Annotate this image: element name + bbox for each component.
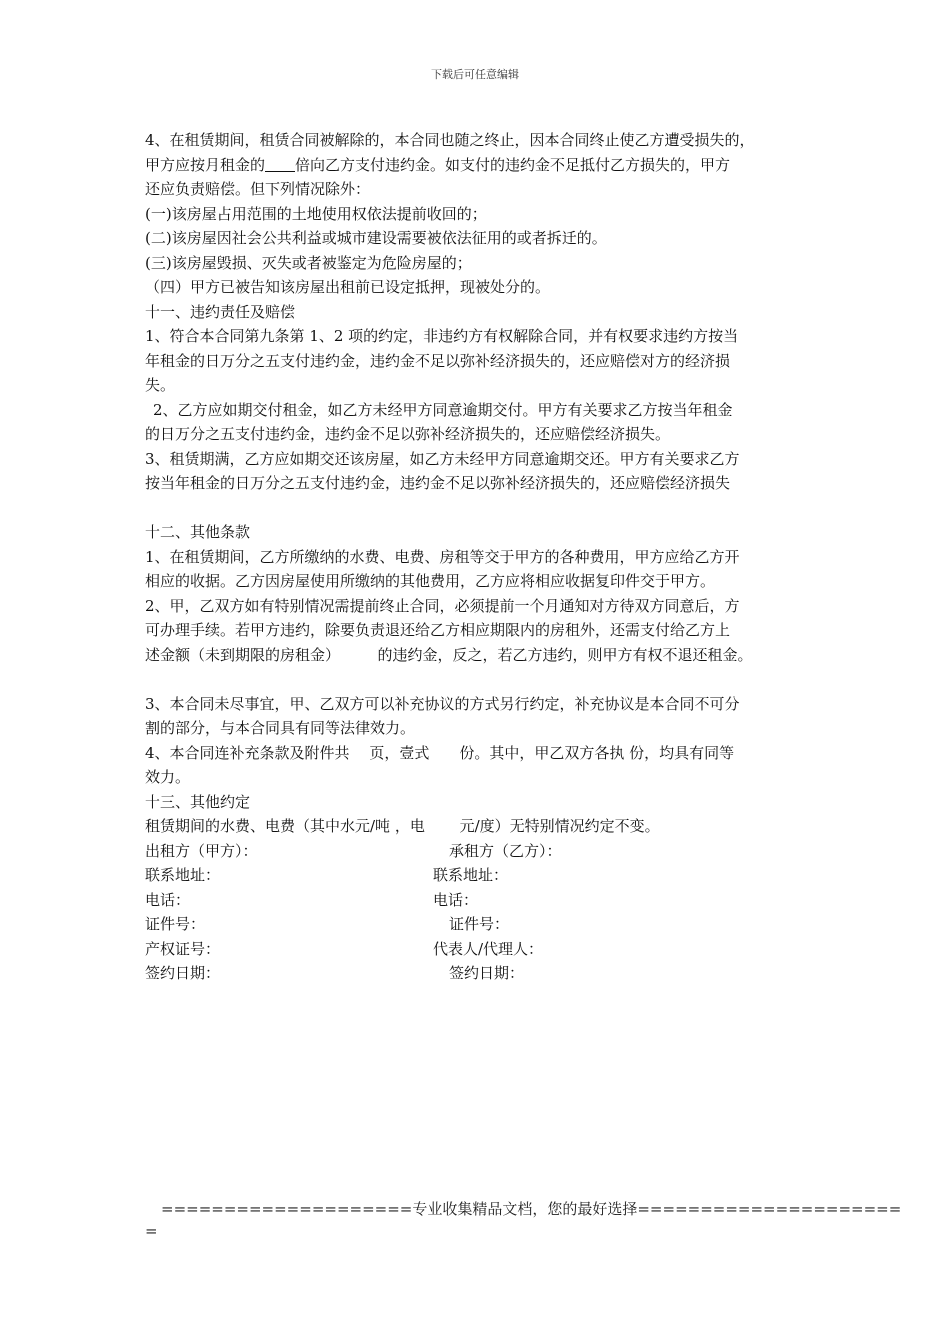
section-12-heading: 十二、其他条款 [145,523,251,541]
signature-row-phone [145,888,825,913]
exception-2: (二)该房屋因社会公共利益或城市建设需要被依法征用的或者拆迁的。 [145,229,607,247]
page-header: 下载后可任意编辑 [431,68,519,81]
section-13-heading: 十三、其他约定 [145,792,251,811]
section-12-item-1-line-1: 1、在租赁期间，乙方所缴纳的水费、电费、房租等交于甲方的各种费用，甲方应给乙方开 [145,547,740,566]
lessee-id-label: 证件号： [449,915,510,933]
section-11-heading: 十一、违约责任及赔偿 [145,302,296,321]
clause-4-line-2 [145,153,825,178]
section-12-item-2-line-3: 述金额（未到期限的房租金） 的违约金，反之，若乙方违约，则甲方有权不退还租金。 [145,645,753,664]
footer-line-1: ====================专业收集精品文档，您的最好选择===================== [161,1200,902,1218]
exception-1: (一)该房屋占用范围的土地使用权依法提前收回的； [145,204,487,223]
section-12-item-4-line-1: 4、本合同连补充条款及附件共 页，壹式 份。其中，甲乙双方各执 份，均具有同等 [145,743,735,762]
multiple-blank [265,156,295,172]
lessee-label: 承租方（乙方）： [449,841,562,860]
clause-4-text-b: 倍向乙方支付违约金。如支付的违约金不足抵付乙方损失的，甲方 [295,155,731,174]
lessor-id-label: 证件号： [145,915,206,933]
signature-row-address [145,863,825,888]
section-11-item-3-line-1: 3、租赁期满，乙方应如期交还该房屋，如乙方未经甲方同意逾期交还。甲方有关要求乙方 [145,449,740,468]
section-11-item-1-line-2: 年租金的日万分之五支付违约金，违约金不足以弥补经济损失的，还应赔偿对方的经济损 [145,351,731,370]
section-12-item-2-line-1: 2、甲，乙双方如有特别情况需提前终止合同，必须提前一个月通知对方待双方同意后，方 [145,596,740,615]
footer-line-2: = [145,1222,158,1240]
contract-body [145,128,825,986]
section-12-item-3-line-1: 3、本合同未尽事宜，甲、乙双方可以补充协议的方式另行约定，补充协议是本合同不可分 [145,694,740,713]
lessee-date-label: 签约日期： [449,964,525,982]
agent-label: 代表人/代理人： [433,939,544,958]
section-12-item-1-line-2: 相应的收据。乙方因房屋使用所缴纳的其他费用，乙方应将相应收据复印件交于甲方。 [145,572,716,590]
clause-4-text-a: 甲方应按月租金的 [145,155,266,174]
signature-row-deed [145,937,825,962]
deed-number-label: 产权证号： [145,939,221,958]
lessor-phone-label: 电话： [145,890,191,909]
signature-row-parties [145,839,825,864]
signature-row-date [145,961,825,986]
section-12-item-3-line-2: 割的部分，与本合同具有同等法律效力。 [145,719,416,737]
section-11-item-1-line-3: 失。 [145,376,176,394]
page-footer [145,1198,902,1242]
signature-row-id [145,912,825,937]
lessee-phone-label: 电话： [433,890,479,909]
section-11-item-2-line-1: 2、乙方应如期交付租金，如乙方未经甲方同意逾期交付。甲方有关要求乙方按当年租金 [153,400,733,419]
exception-3: (三)该房屋毁损、灭失或者被鉴定为危险房屋的； [145,253,472,272]
section-11-item-2-line-2: 的日万分之五支付违约金，违约金不足以弥补经济损失的，还应赔偿经济损失。 [145,425,671,443]
clause-4-line-3: 还应负责赔偿。但下列情况除外： [145,180,371,198]
lessor-label: 出租方（甲方）： [145,841,258,860]
section-11-item-1-line-1: 1、符合本合同第九条第 1、2 项的约定，非违约方有权解除合同，并有权要求违约方按当 [145,327,739,345]
exception-4: （四）甲方已被告知该房屋出租前已设定抵押，现被处分的。 [145,278,551,296]
lessor-date-label: 签约日期： [145,964,221,982]
section-13-text: 租赁期间的水费、电费（其中水元/吨 ，电 元/度）无特别情况约定不变。 [145,817,660,835]
lessee-address-label: 联系地址： [433,866,509,884]
lessor-address-label: 联系地址： [145,866,221,884]
section-11-item-3-line-2: 按当年租金的日万分之五支付违约金，违约金不足以弥补经济损失的，还应赔偿经济损失 [145,474,731,492]
section-12-item-2-line-2: 可办理手续。若甲方违约，除要负责退还给乙方相应期限内的房租外，还需支付给乙方上 [145,621,731,639]
section-12-item-4-line-2: 效力。 [145,768,191,786]
spacer [145,667,825,692]
clause-4-line-1: 4、在租赁期间，租赁合同被解除的，本合同也随之终止，因本合同终止使乙方遭受损失的， [145,131,755,149]
spacer [145,496,825,521]
